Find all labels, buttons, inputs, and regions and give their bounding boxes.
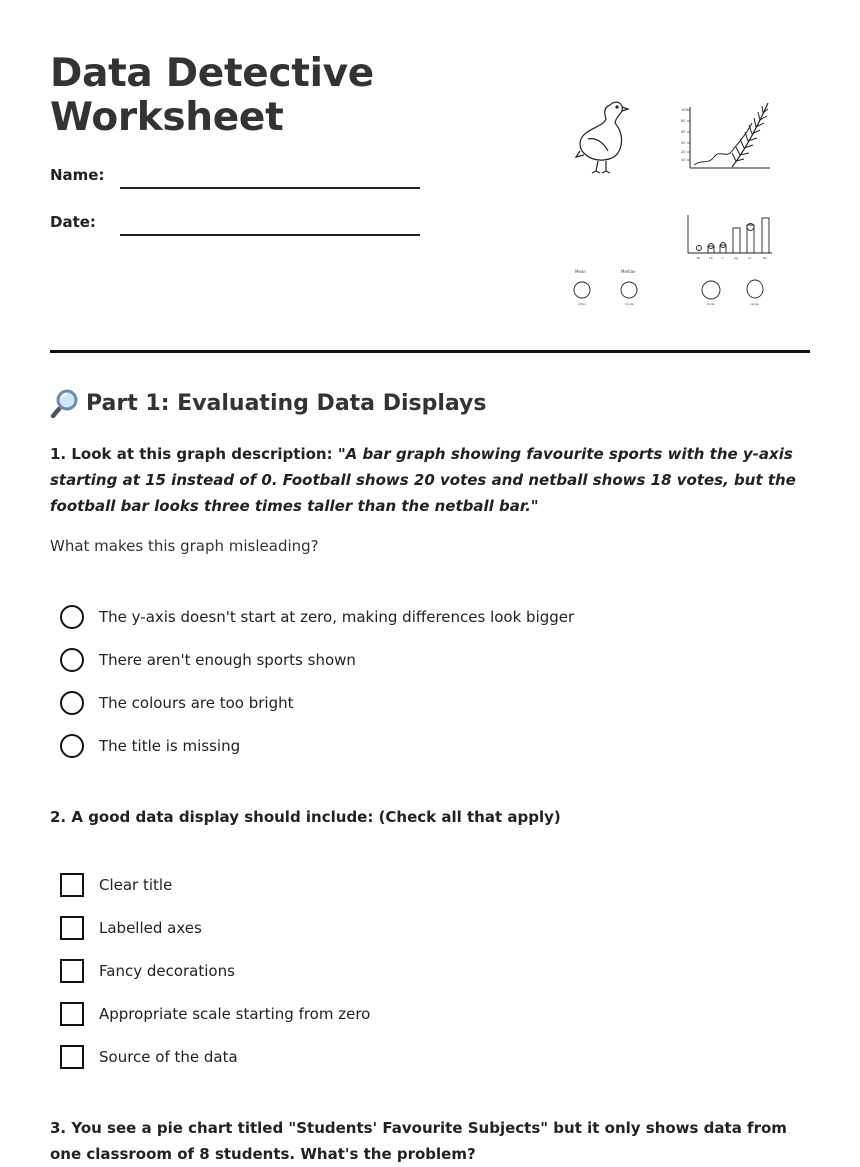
q2-option-label: Fancy decorations — [99, 962, 235, 980]
bar-label: Br — [697, 256, 701, 260]
date-label: Date: — [50, 213, 96, 231]
graph-tick: 80 — [681, 119, 686, 123]
checkbox[interactable] — [60, 1002, 84, 1026]
circle-caption: range — [750, 302, 759, 306]
bar-label: Ba — [763, 256, 767, 260]
graph-tick: 10 — [681, 158, 686, 162]
worksheet-title: Data Detective Worksheet — [50, 51, 374, 140]
question-2-prompt: 2. A good data display should include: (Check all that apply) — [50, 808, 561, 826]
range-circle — [747, 280, 763, 298]
question-3-prompt: 3. You see a pie chart titled "Students' Favourite Subjects" but it only shows data from one classroom of 8 students. What's the problem? — [50, 1119, 787, 1163]
circle-caption: other — [578, 302, 586, 306]
q2-option-label: Source of the data — [99, 1048, 238, 1066]
q1-option-label: The y-axis doesn't start at zero, making differences look bigger — [99, 608, 575, 626]
median-label: Median — [621, 269, 636, 274]
bar-label: Ag — [734, 256, 738, 260]
q2-option[interactable] — [60, 1045, 238, 1069]
mean-circle — [574, 282, 590, 298]
q1-option-label: There aren't enough sports shown — [99, 651, 356, 669]
graph-tick: 60 — [681, 130, 686, 134]
checkbox[interactable] — [60, 1045, 84, 1069]
mean-label: Mean — [575, 269, 586, 274]
radio-button[interactable] — [60, 734, 84, 758]
checkbox[interactable] — [60, 916, 84, 940]
date-input-line[interactable] — [120, 234, 420, 236]
q1-option[interactable] — [60, 648, 356, 672]
name-label: Name: — [50, 166, 105, 184]
bar-labels — [697, 256, 767, 260]
radio-button[interactable] — [60, 648, 84, 672]
bar-graph-illustration — [688, 215, 772, 253]
question-1-prompt: 1. Look at this graph description: — [50, 445, 333, 463]
question-1-subquestion: What makes this graph misleading? — [50, 537, 319, 555]
bird-illustration — [576, 102, 628, 173]
name-input-line[interactable] — [120, 187, 420, 189]
line-graph-fern-illustration — [687, 103, 770, 168]
q1-option[interactable] — [60, 605, 574, 629]
mode-circle — [702, 281, 720, 299]
graph-tick: 40 — [681, 141, 686, 145]
bar-label: Ac — [748, 256, 752, 260]
circle-caption: mode — [706, 302, 715, 306]
q1-option-label: The title is missing — [99, 737, 241, 755]
q2-option-label: Labelled axes — [99, 919, 202, 937]
question-1-quote: "A bar graph showing favourite sports with the y-axis starting at 15 instead of 0. Football shows 20 votes and netball shows 18 votes, but the football bar looks three times taller than the netball bar." — [50, 445, 796, 515]
question-1 — [50, 441, 810, 519]
q2-option[interactable] — [60, 1002, 370, 1026]
magnifying-glass-icon — [50, 388, 80, 418]
graph-tick: 20 — [681, 150, 686, 154]
part1-heading-text: Part 1: Evaluating Data Displays — [86, 390, 487, 416]
q1-option[interactable] — [60, 691, 294, 715]
checkbox[interactable] — [60, 959, 84, 983]
radio-button[interactable] — [60, 605, 84, 629]
graph-tick: 100 — [681, 108, 688, 112]
circle-caption: mode — [625, 302, 634, 306]
checkbox[interactable] — [60, 873, 84, 897]
graph-ticks — [681, 108, 688, 162]
q2-option[interactable] — [60, 916, 202, 940]
bar-label: Fb — [709, 256, 713, 260]
q1-option-label: The colours are too bright — [99, 694, 294, 712]
q1-option[interactable] — [60, 734, 240, 758]
q2-option-label: Appropriate scale starting from zero — [99, 1005, 371, 1023]
q2-option[interactable] — [60, 959, 235, 983]
q2-option[interactable] — [60, 873, 172, 897]
header-illustration — [560, 95, 800, 315]
radio-button[interactable] — [60, 691, 84, 715]
median-circle — [621, 282, 637, 298]
q2-option-label: Clear title — [99, 876, 173, 894]
bar-label: T — [722, 256, 724, 260]
section-divider — [50, 350, 810, 353]
average-circles — [574, 280, 763, 299]
part1-heading — [50, 388, 486, 418]
